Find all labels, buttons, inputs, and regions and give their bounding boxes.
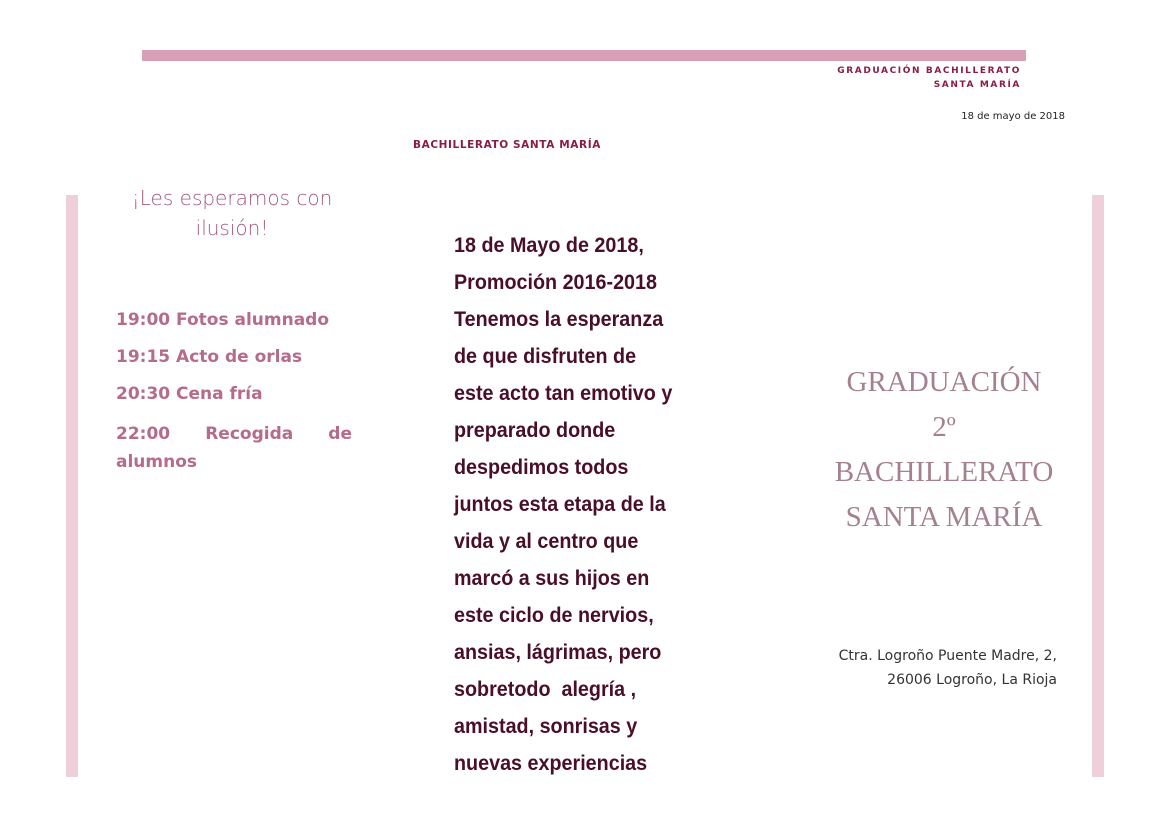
graduation-title-line: SANTA MARÍA [845, 501, 1043, 533]
main-message-line: de que disfruten de [454, 345, 637, 368]
address-line: 26006 Logroño, La Rioja [887, 672, 1057, 688]
top-accent-bar [142, 50, 1026, 61]
main-message-line: preparado donde [454, 419, 616, 442]
center-header: BACHILLERATO SANTA MARÍA [413, 139, 601, 151]
right-side-bar [1092, 195, 1104, 777]
header-title [837, 64, 1021, 92]
graduation-title-line: BACHILLERATO [834, 456, 1054, 488]
main-message-line: 18 de Mayo de 2018, [454, 234, 644, 257]
main-message-line: sobretodo alegría , [454, 678, 637, 701]
main-message-line: amistad, sonrisas y [454, 715, 638, 738]
greeting-text: ¡Les esperamos con ilusión! [131, 186, 333, 240]
main-message-line: este ciclo de nervios, [454, 604, 654, 627]
main-message-line: ansias, lágrimas, pero [454, 641, 662, 664]
schedule-item-dinner: 20:30 Cena fría [116, 384, 263, 404]
left-side-bar [66, 195, 78, 777]
graduation-title-line: GRADUACIÓN [846, 366, 1042, 398]
main-message-line: despedimos todos [454, 456, 629, 479]
graduation-title [810, 360, 1078, 540]
schedule-item-pickup: 22:00 Recogida de alumnos [116, 424, 352, 472]
header-date: 18 de mayo de 2018 [961, 111, 1065, 122]
main-message-line: marcó a sus hijos en [454, 567, 650, 590]
schedule-list [116, 309, 352, 491]
schedule-item-photos: 19:00 Fotos alumnado [116, 310, 330, 330]
address-line: Ctra. Logroño Puente Madre, 2, [838, 648, 1057, 664]
main-message-line: nuevas experiencias [454, 752, 648, 775]
main-message-line: vida y al centro que [454, 530, 639, 553]
schedule-item-orlas: 19:15 Acto de orlas [116, 347, 303, 367]
main-message-line: Tenemos la esperanza [454, 308, 664, 331]
header-title-line2: SANTA MARÍA [933, 80, 1021, 90]
header-title-line1: GRADUACIÓN BACHILLERATO [837, 66, 1021, 76]
graduation-title-line: 2º [932, 411, 956, 443]
main-message [454, 227, 708, 782]
address-block [839, 644, 1057, 692]
main-message-line: Promoción 2016-2018 [454, 271, 657, 294]
main-message-line: este acto tan emotivo y [454, 382, 673, 405]
main-message-line: juntos esta etapa de la [454, 493, 666, 516]
